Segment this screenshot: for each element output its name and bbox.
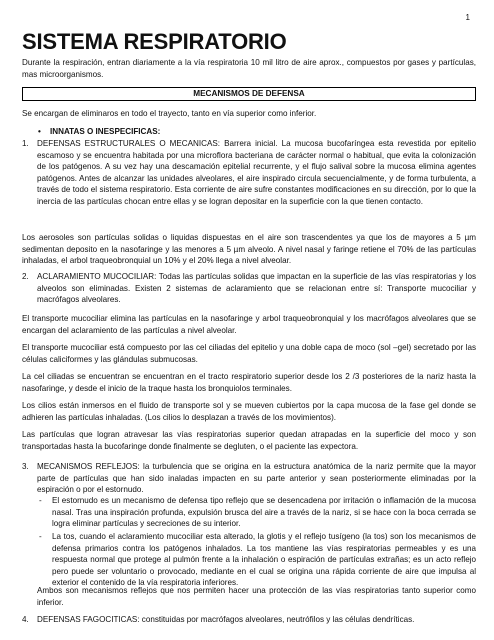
bullet-heading: • INNATAS O INESPECIFICAS:	[38, 127, 161, 136]
paragraph-cel-ciliadas: La cel ciliadas se encuentran se encuentran en el tracto respiratorio superior desde los 2 /3 posteriores de la nariz hasta la nasofaringe, y desde el inicio de la traque hasta los bronquiolos terminales.	[22, 372, 476, 393]
paragraph-particulas: Las partículas que logran atravesar las vías respiratorias superior quedan atrapadas en la superficie del moco y son transportadas hasta la bucofaringe donde finalmente se degluten, o el paciente las expectora.	[22, 430, 476, 451]
item-4-text: DEFENSAS FAGOCITICAS: constituidas por macrófagos alveolares, neutrófilos y las células dendríticas.	[37, 615, 415, 624]
document-title: SISTEMA RESPIRATORIO	[22, 29, 287, 54]
dash-2: -	[39, 532, 42, 541]
item-number-4: 4.	[22, 615, 29, 624]
item-number-2: 2.	[22, 272, 29, 281]
item-2-text: ACLARAMIENTO MUCOCILIAR: Todas las partículas solidas que impactan en la superficie de las vías respiratorias y los alveolos son eliminadas. Existen 2 sistemas de aclaramiento que se relacionan entre sí: Transporte mucociliar y macrófagos alveolares.	[37, 272, 476, 305]
sub-item-estornudo: El estornudo es un mecanismo de defensa tipo reflejo que se desencadena por irritación o inflamación de la mucosa nasal. Tras una inspiración profunda, expulsión brusca del aire a través de la nariz, si se hace con la boca cerrada se logra eliminar partículas y secreciones de su interior.	[52, 496, 476, 529]
paragraph-transporte-2: El transporte mucociliar está compuesto por las cel ciliadas del epitelio y una doble capa de moco (sol –gel) secretado por las células caliciformes y las glándulas submucosas.	[22, 343, 476, 364]
item-number-1: 1.	[22, 139, 29, 148]
page-number: 1	[465, 13, 470, 22]
item-3-text: MECANISMOS REFLEJOS: la turbulencia que se origina en la estructura anatómica de la nariz permite que la mayor parte de partículas que han sido inaladas impacten en su parte anterior y sean posteriormente eliminadas por la espiración o por el estornudo.	[37, 462, 476, 495]
sub-item-tos: La tos, cuando el aclaramiento mucociliar esta alterado, la glotis y el reflejo tusígeno (la tos) son los mecanismos de defensa primarios contra los patógenos inhalados. La tos mantiene las vías respiratorias permeables y es una respuesta normal que protege al pulmón frente a la inhalación o espiración de partículas extrañas; es un acto reflejo pero puede ser voluntario o provocado, mediante en el cual se origina una rápida corriente de aire que impulsa al exterior el contenido de la vía respiratoria inferiores.	[52, 532, 476, 588]
bullet-label: INNATAS O INESPECIFICAS:	[50, 127, 161, 136]
paragraph-cilios: Los cilios están inmersos en el fluido de transporte sol y se mueven cubiertos por la capa mucosa de la fase gel donde se adhieren las partículas inhaladas. (Los cilios lo desplazan a través de los movimientos).	[22, 401, 476, 422]
paragraph-transporte-1: El transporte mucociliar elimina las partículas en la nasofaringe y arbol traqueobronquial y los macrófagos alveolares que se encargan del aclaramiento de las partículas a nivel alveolar.	[22, 314, 476, 335]
paragraph-aerosoles: Los aerosoles son partículas solidas o liquidas dispuestas en el aire son trascendentes ya que los de mayores a 5 µm sedimentan deposito en la nasofaringe y las menores a 5 µm alveolo. A nivel nasal y faringe retiene el 70% de las partículas inhaladas, el arbol traqueobronquial un 10% y el 20% llega a nivel alveolar.	[22, 233, 476, 266]
paragraph-ambos: Ambos son mecanismos reflejos que nos permiten hacer una protección de las vías respiratorias tanto superior como inferior.	[37, 586, 476, 607]
intro-paragraph: Durante la respiración, entran diariamente a la vía respiratoria 10 mil litro de aire aprox., compuestos por gases y partículas, mas microorganismos.	[22, 58, 476, 79]
section-intro: Se encargan de eliminaros en todo el trayecto, tanto en vía superior como inferior.	[22, 109, 317, 118]
dash-1: -	[39, 496, 42, 505]
item-1-text: DEFENSAS ESTRUCTURALES O MECANICAS: Barrera inicial. La mucosa bucofaríngea esta revestida por epitelio escamoso y se encuentra habitada por una microflora bacteriana de carácter normal o habitual, que evita la colonización de los patógenos. A su vez hay una descamación epitelial recurrente, y el flujo salival sobre la mucosa elimina agentes patógenos. Antes de alcanzar las unidades alveolares, el aire inspirado circula secuencialmente, y de forma turbulenta, a través de todo el sistema respiratorio. Esta corriente de aire sufre constantes modificaciones en su dirección, por lo que la inercia de las partículas chocan entre ellas y se logran depositar en la superficie con la que tienen contacto.	[37, 139, 476, 206]
item-number-3: 3.	[22, 462, 29, 471]
section-header: MECANISMOS DE DEFENSA	[22, 87, 476, 101]
